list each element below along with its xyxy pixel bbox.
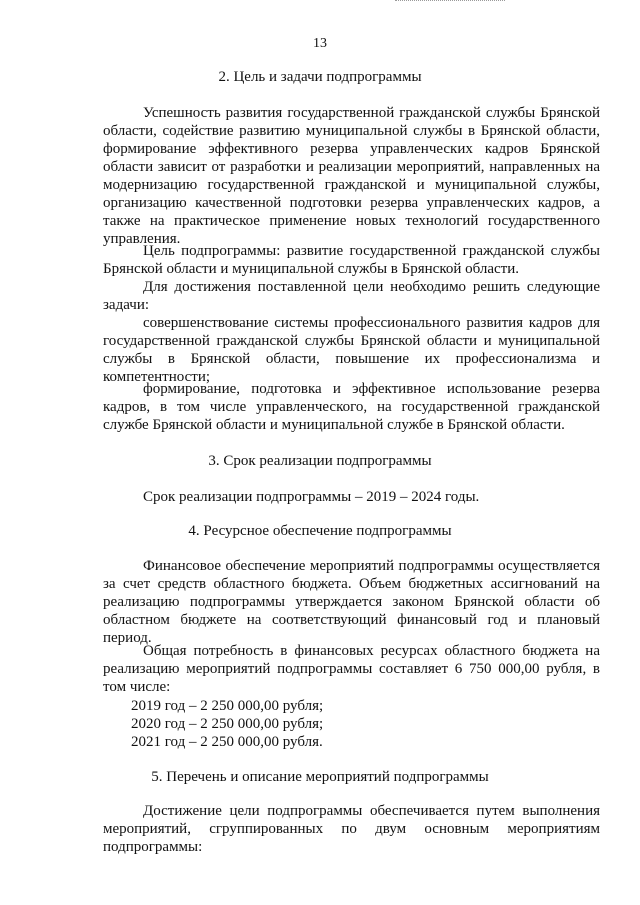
section-4-paragraph-2: Общая потребность в финансовых ресурсах областного бюджета на реализацию мероприятий подпрограммы составляет 6 750 000,00 рубля, в том числе: <box>103 643 600 695</box>
section-2-paragraph-3: Для достижения поставленной цели необходимо решить следующие задачи: <box>103 279 600 313</box>
funding-year-2020: 2020 год – 2 250 000,00 рубля; <box>131 716 324 732</box>
section-4-paragraph-1: Финансовое обеспечение мероприятий подпрограммы осуществляется за счет средств областного бюджета. Объем бюджетных ассигнований на реализацию подпрограммы утверждается законом Брянской области об областном бюджете на соответствующий финансовый год и плановый период. <box>103 558 600 646</box>
section-2-task-2: формирование, подготовка и эффективное использование резерва кадров, в том числе управленческого, на государственной гражданской службе Брянской области и муниципальной службе в Брянской области. <box>103 381 600 433</box>
section-2-paragraph-2: Цель подпрограммы: развитие государственной гражданской службы Брянской области и муниципальной службы в Брянской области. <box>103 243 600 277</box>
section-2-task-1: совершенствование системы профессионального развития кадров для государственной гражданской службы Брянской области и муниципальной службы в Брянской области, повышение их профессионализма и компетентности; <box>103 315 600 385</box>
funding-year-2021: 2021 год – 2 250 000,00 рубля. <box>131 734 323 750</box>
section-4-heading: 4. Ресурсное обеспечение подпрограммы <box>188 523 452 539</box>
scan-artifact <box>395 0 505 4</box>
section-3-heading: 3. Срок реализации подпрограммы <box>208 453 432 469</box>
section-5-paragraph-1: Достижение цели подпрограммы обеспечивается путем выполнения мероприятий, сгруппированных по двум основным мероприятиям подпрограммы: <box>103 803 600 855</box>
section-5-heading: 5. Перечень и описание мероприятий подпрограммы <box>151 769 489 785</box>
section-2-heading: 2. Цель и задачи подпрограммы <box>218 69 422 85</box>
section-2-paragraph-1: Успешность развития государственной гражданской службы Брянской области, содействие развитию муниципальной службы в Брянской области, формирование эффективного резерва управленческих кадров Брянской области зависит от разработки и реализации мероприятий, направленных на модернизацию государственной гражданской и муниципальной службы, организацию качественной подготовки резерва управленческих кадров, а также на практическое применение новых технологий государственного управления. <box>103 105 600 247</box>
section-3-paragraph-1: Срок реализации подпрограммы – 2019 – 2024 годы. <box>143 489 480 505</box>
page-number: 13 <box>313 36 327 51</box>
funding-year-2019: 2019 год – 2 250 000,00 рубля; <box>131 698 324 714</box>
